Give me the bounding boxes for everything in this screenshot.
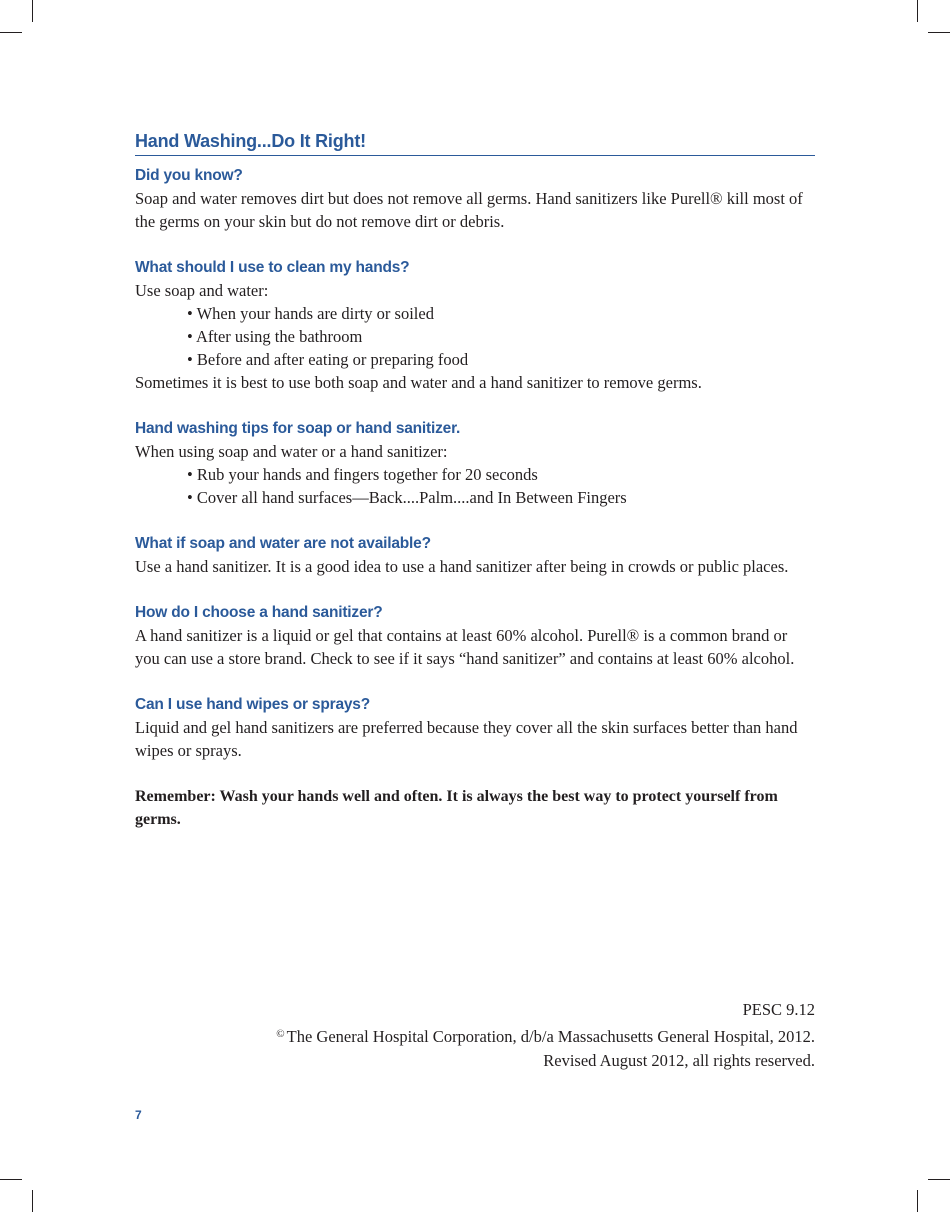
title-rule — [135, 128, 815, 156]
crop-mark — [917, 0, 918, 22]
revised-line: Revised August 2012, all rights reserved. — [543, 1051, 815, 1070]
bullet-item: • After using the bathroom — [187, 327, 363, 346]
paragraph: Use a hand sanitizer. It is a good idea to use a hand sanitizer after being in crowds or public places. — [135, 557, 789, 576]
section-wipes-sprays — [135, 693, 815, 762]
crop-mark — [32, 1190, 33, 1212]
copyright-symbol: © — [276, 1028, 285, 1040]
page-title: Hand Washing...Do It Right! — [135, 131, 366, 151]
footer — [135, 998, 815, 1073]
paragraph: Sometimes it is best to use both soap and water and a hand sanitizer to remove germs. — [135, 373, 702, 392]
section-heading: Did you know? — [135, 167, 243, 184]
bullet-item: • When your hands are dirty or soiled — [187, 304, 434, 323]
section-not-available — [135, 532, 815, 578]
paragraph: A hand sanitizer is a liquid or gel that contains at least 60% alcohol. Purell® is a common brand or you can use a store brand. Check to see if it says “hand sanitizer” and contains at least 60% alcohol. — [135, 626, 795, 668]
section-heading: Hand washing tips for soap or hand sanitizer. — [135, 420, 461, 437]
crop-mark — [928, 32, 950, 33]
paragraph: Liquid and gel hand sanitizers are preferred because they cover all the skin surfaces better than hand wipes or sprays. — [135, 718, 798, 760]
section-choose-sanitizer — [135, 601, 815, 670]
paragraph: Soap and water removes dirt but does not remove all germs. Hand sanitizers like Purell® kill most of the germs on your skin but do not remove dirt or debris. — [135, 189, 803, 231]
bullet-item: • Before and after eating or preparing food — [187, 350, 469, 369]
section-heading: Can I use hand wipes or sprays? — [135, 696, 370, 713]
crop-mark — [0, 32, 22, 33]
copyright-line — [135, 1022, 815, 1049]
section-heading: What if soap and water are not available? — [135, 535, 431, 552]
crop-mark — [32, 0, 33, 22]
copyright-text: The General Hospital Corporation, d/b/a Massachusetts General Hospital, 2012. — [286, 1027, 815, 1046]
section-heading: How do I choose a hand sanitizer? — [135, 604, 383, 621]
crop-mark — [917, 1190, 918, 1212]
crop-mark — [0, 1179, 22, 1180]
bullet-item: • Rub your hands and fingers together for 20 seconds — [187, 465, 538, 484]
section-did-you-know — [135, 164, 815, 233]
document-body — [135, 128, 815, 831]
page-number: 7 — [135, 1108, 142, 1122]
bullet-item: • Cover all hand surfaces—Back....Palm....and In Between Fingers — [187, 488, 627, 507]
pesc-code: PESC 9.12 — [742, 1000, 815, 1019]
section-washing-tips — [135, 417, 815, 509]
paragraph: Use soap and water: — [135, 281, 269, 300]
crop-mark — [928, 1179, 950, 1180]
section-what-to-use — [135, 256, 815, 394]
paragraph: When using soap and water or a hand sanitizer: — [135, 442, 448, 461]
remember-note: Remember: Wash your hands well and often. It is always the best way to protect yourself from germs. — [135, 788, 778, 828]
section-heading: What should I use to clean my hands? — [135, 259, 410, 276]
